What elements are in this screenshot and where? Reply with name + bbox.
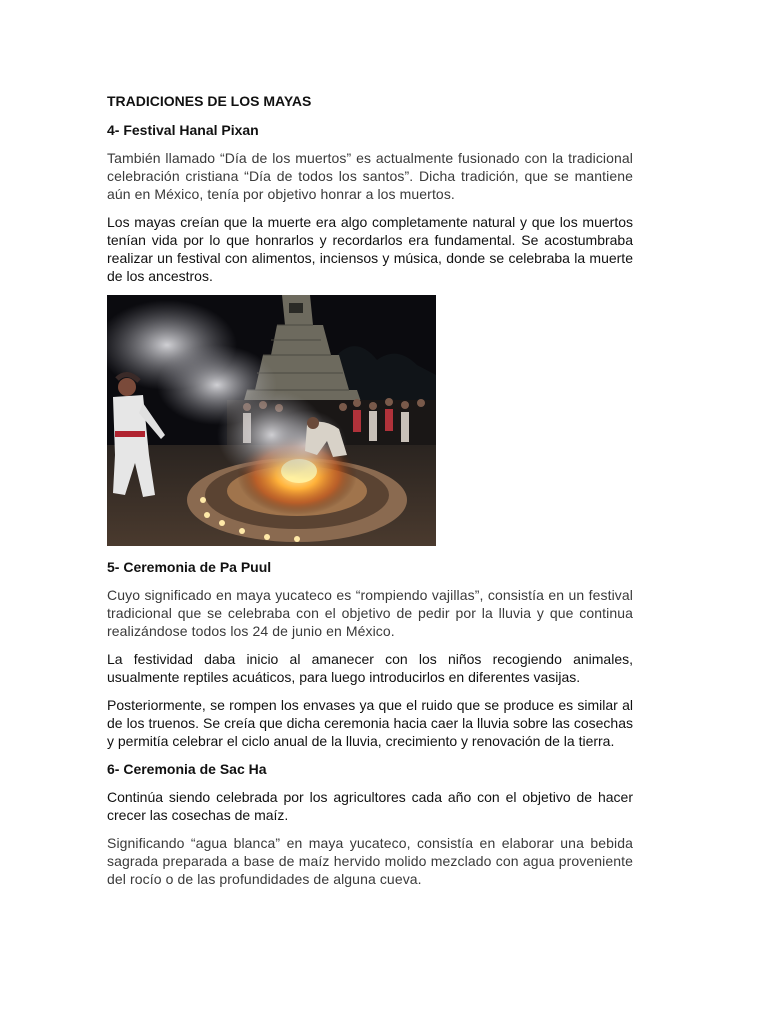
paragraph: Continúa siendo celebrada por los agricultores cada año con el objetivo de hacer crecer las cosechas de maíz. bbox=[107, 789, 633, 823]
section-heading-sac-ha: 6- Ceremonia de Sac Ha bbox=[107, 761, 267, 777]
ceremony-photo-icon bbox=[107, 295, 436, 546]
paragraph: Significando “agua blanca” en maya yucateco, consistía en elaborar una bebida sagrada preparada a base de maíz hervido molido mezclado con agua proveniente del rocío o de las profundidades de alguna cueva. bbox=[107, 835, 633, 887]
paragraph: Posteriormente, se rompen los envases ya que el ruido que se produce es similar al de los truenos. Se creía que dicha ceremonia hacia caer la lluvia sobre las cosechas y permitía celebrar el ciclo anual de la lluvia, crecimiento y renovación de la tierra. bbox=[107, 697, 633, 749]
section-heading-hanal-pixan: 4- Festival Hanal Pixan bbox=[107, 122, 259, 138]
document-title: TRADICIONES DE LOS MAYAS bbox=[107, 93, 312, 109]
section-heading-pa-puul: 5- Ceremonia de Pa Puul bbox=[107, 559, 272, 575]
paragraph: La festividad daba inicio al amanecer con los niños recogiendo animales, usualmente reptiles acuáticos, para luego introducirlos en diferentes vasijas. bbox=[107, 651, 633, 685]
ceremony-photo bbox=[107, 295, 436, 546]
document-page bbox=[107, 92, 633, 898]
paragraph: Cuyo significado en maya yucateco es “rompiendo vajillas”, consistía en un festival tradicional que se celebraba con el objetivo de pedir por la lluvia y que continua realizándose todos los 24 de junio en México. bbox=[107, 587, 633, 639]
paragraph: Los mayas creían que la muerte era algo completamente natural y que los muertos tenían vida por lo que honrarlos y recordarlos era fundamental. Se acostumbraba realizar un festival con alimentos, inciensos y música, donde se celebraba la muerte de los ancestros. bbox=[107, 214, 633, 284]
paragraph: También llamado “Día de los muertos” es actualmente fusionado con la tradicional celebración cristiana “Día de todos los santos”. Dicha tradición, que se mantiene aún en México, tenía por objetivo honrar a los muertos. bbox=[107, 150, 633, 202]
